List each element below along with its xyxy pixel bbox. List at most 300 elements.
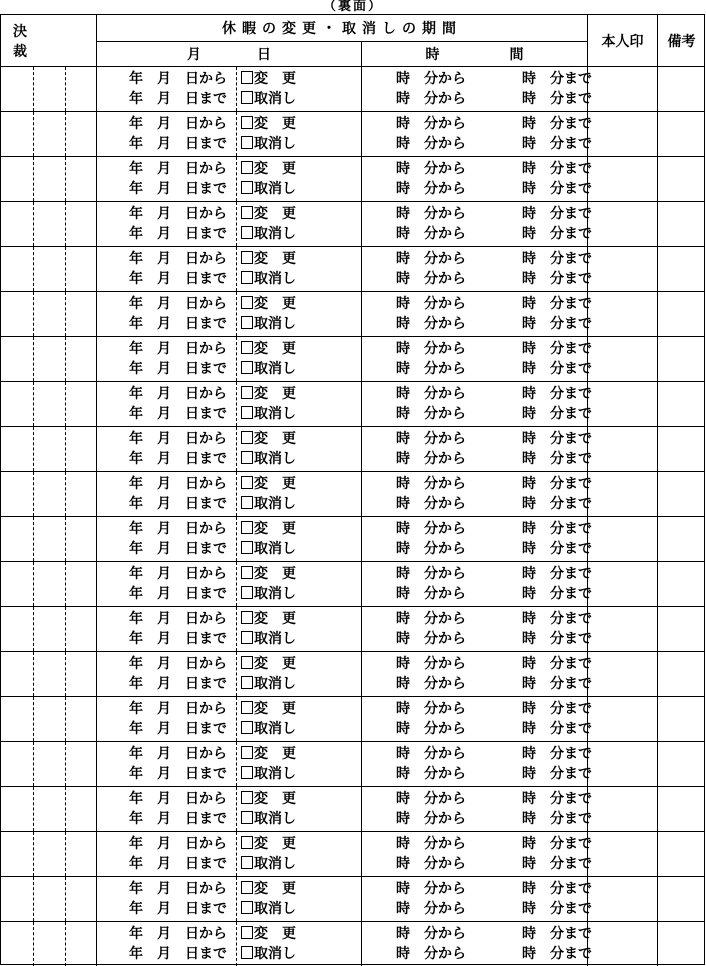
time-line-2: 時 分から 時 分まで	[396, 451, 592, 467]
option-cancel[interactable]	[241, 944, 296, 964]
change-type-cell	[237, 427, 362, 471]
date-from-text: 年 月 日から	[129, 611, 227, 627]
option-change[interactable]	[241, 474, 296, 494]
time-cell[interactable]	[362, 877, 592, 921]
change-type-cell	[237, 382, 362, 426]
table-row	[1, 382, 705, 427]
table-row	[1, 517, 705, 562]
option-cancel[interactable]	[241, 314, 296, 334]
time-line-1: 時 分から 時 分まで	[396, 701, 592, 717]
approval-cell-1[interactable]	[1, 67, 34, 111]
option-change[interactable]	[241, 699, 296, 719]
seal-cell[interactable]	[588, 922, 658, 966]
change-type-cell	[237, 742, 362, 786]
time-cell[interactable]	[362, 382, 592, 426]
change-checkbox[interactable]	[241, 341, 253, 354]
change-checkbox[interactable]	[241, 746, 253, 759]
date-from-text: 年 月 日から	[129, 566, 227, 582]
approval-cell-2[interactable]	[34, 517, 66, 561]
option-change[interactable]	[241, 69, 296, 89]
approval-cell-2[interactable]	[34, 427, 66, 471]
remarks-cell[interactable]	[658, 922, 705, 966]
date-to-text: 年 月 日まで	[129, 271, 227, 287]
date-cell[interactable]	[97, 517, 237, 561]
change-checkbox[interactable]	[241, 476, 253, 489]
cancel-checkbox[interactable]	[241, 181, 253, 194]
approval-cell-1[interactable]	[1, 607, 34, 651]
remarks-cell[interactable]	[658, 832, 705, 876]
change-checkbox[interactable]	[241, 881, 253, 894]
approval-cell-2[interactable]	[34, 157, 66, 201]
option-cancel[interactable]	[241, 764, 296, 784]
cancel-checkbox[interactable]	[241, 586, 253, 599]
approval-cell-3[interactable]	[66, 742, 97, 786]
remarks-cell[interactable]	[658, 67, 705, 111]
time-cell[interactable]	[362, 472, 592, 516]
date-cell[interactable]	[97, 697, 237, 741]
time-cell[interactable]	[362, 337, 592, 381]
option-cancel[interactable]	[241, 809, 296, 829]
cancel-checkbox[interactable]	[241, 136, 253, 149]
change-checkbox[interactable]	[241, 791, 253, 804]
option-change[interactable]	[241, 654, 296, 674]
approval-cell-2[interactable]	[34, 607, 66, 651]
option-change[interactable]	[241, 744, 296, 764]
table-row	[1, 742, 705, 787]
remarks-cell[interactable]	[658, 202, 705, 246]
time-line-2: 時 分から 時 分まで	[396, 136, 592, 152]
time-cell[interactable]	[362, 67, 592, 111]
time-cell[interactable]	[362, 697, 592, 741]
remarks-cell[interactable]	[658, 382, 705, 426]
change-checkbox[interactable]	[241, 701, 253, 714]
date-cell[interactable]	[97, 742, 237, 786]
remarks-cell[interactable]	[658, 607, 705, 651]
cancel-checkbox[interactable]	[241, 451, 253, 464]
approval-cell-3[interactable]	[66, 157, 97, 201]
table-row	[1, 562, 705, 607]
approval-cell-3[interactable]	[66, 832, 97, 876]
option-cancel[interactable]	[241, 89, 296, 109]
time-line-2: 時 分から 時 分まで	[396, 631, 592, 647]
change-checkbox[interactable]	[241, 431, 253, 444]
approval-cell-1[interactable]	[1, 337, 34, 381]
approval-cell-3[interactable]	[66, 877, 97, 921]
table-row	[1, 427, 705, 472]
option-change[interactable]	[241, 294, 296, 314]
option-cancel[interactable]	[241, 584, 296, 604]
time-cell[interactable]	[362, 292, 592, 336]
remarks-cell[interactable]	[658, 787, 705, 831]
date-cell[interactable]	[97, 202, 237, 246]
time-line-1: 時 分から 時 分まで	[396, 926, 592, 942]
change-type-cell	[237, 157, 362, 201]
cancel-checkbox[interactable]	[241, 631, 253, 644]
date-to-text: 年 月 日まで	[129, 226, 227, 242]
date-to-text: 年 月 日まで	[129, 721, 227, 737]
change-checkbox[interactable]	[241, 566, 253, 579]
option-change-label: 変 更	[254, 341, 296, 357]
date-from-text: 年 月 日から	[129, 386, 227, 402]
time-cell[interactable]	[362, 742, 592, 786]
approval-cell-2[interactable]	[34, 472, 66, 516]
approval-cell-2[interactable]	[34, 247, 66, 291]
time-line-1: 時 分から 時 分まで	[396, 566, 592, 582]
time-cell[interactable]	[362, 112, 592, 156]
approval-cell-1[interactable]	[1, 877, 34, 921]
remarks-cell[interactable]	[658, 697, 705, 741]
time-line-2: 時 分から 時 分まで	[396, 91, 592, 107]
date-from-text: 年 月 日から	[129, 746, 227, 762]
table-row	[1, 832, 705, 877]
cancel-checkbox[interactable]	[241, 226, 253, 239]
remarks-cell[interactable]	[658, 157, 705, 201]
table-header	[1, 15, 705, 67]
remarks-cell[interactable]	[658, 652, 705, 696]
date-cell[interactable]	[97, 382, 237, 426]
date-cell[interactable]	[97, 787, 237, 831]
cancel-checkbox[interactable]	[241, 946, 253, 959]
time-cell[interactable]	[362, 157, 592, 201]
option-cancel[interactable]	[241, 449, 296, 469]
change-checkbox[interactable]	[241, 161, 253, 174]
seal-cell[interactable]	[588, 382, 658, 426]
option-cancel[interactable]	[241, 539, 296, 559]
time-line-2: 時 分から 時 分まで	[396, 676, 592, 692]
change-type-cell	[237, 292, 362, 336]
cancel-checkbox[interactable]	[241, 766, 253, 779]
seal-cell[interactable]	[588, 67, 658, 111]
option-change-label: 変 更	[254, 431, 296, 447]
approval-cell-3[interactable]	[66, 112, 97, 156]
option-change[interactable]	[241, 429, 296, 449]
approval-cell-1[interactable]	[1, 202, 34, 246]
cancel-checkbox[interactable]	[241, 496, 253, 509]
date-to-text: 年 月 日まで	[129, 901, 227, 917]
approval-cell-3[interactable]	[66, 697, 97, 741]
approval-cell-2[interactable]	[34, 382, 66, 426]
approval-cell-1[interactable]	[1, 517, 34, 561]
table-row	[1, 472, 705, 517]
approval-cell-1[interactable]	[1, 652, 34, 696]
time-line-1: 時 分から 時 分まで	[396, 836, 592, 852]
date-cell[interactable]	[97, 427, 237, 471]
seal-cell[interactable]	[588, 247, 658, 291]
date-cell[interactable]	[97, 337, 237, 381]
cancel-checkbox[interactable]	[241, 856, 253, 869]
date-to-text: 年 月 日まで	[129, 361, 227, 377]
seal-cell[interactable]	[588, 832, 658, 876]
time-line-2: 時 分から 時 分まで	[396, 856, 592, 872]
table-row	[1, 877, 705, 922]
time-line-2: 時 分から 時 分まで	[396, 721, 592, 737]
remarks-cell[interactable]	[658, 472, 705, 516]
time-line-2: 時 分から 時 分まで	[396, 496, 592, 512]
option-change[interactable]	[241, 564, 296, 584]
option-change[interactable]	[241, 924, 296, 944]
change-checkbox[interactable]	[241, 71, 253, 84]
cancel-checkbox[interactable]	[241, 406, 253, 419]
cancel-checkbox[interactable]	[241, 91, 253, 104]
time-line-1: 時 分から 時 分まで	[396, 881, 592, 897]
remarks-cell[interactable]	[658, 247, 705, 291]
time-cell[interactable]	[362, 607, 592, 651]
time-line-2: 時 分から 時 分まで	[396, 226, 592, 242]
option-cancel[interactable]	[241, 359, 296, 379]
seal-cell[interactable]	[588, 292, 658, 336]
table-row	[1, 247, 705, 292]
remarks-cell[interactable]	[658, 337, 705, 381]
seal-cell[interactable]	[588, 562, 658, 606]
date-cell[interactable]	[97, 472, 237, 516]
approval-cell-3[interactable]	[66, 472, 97, 516]
cancel-checkbox[interactable]	[241, 316, 253, 329]
time-line-1: 時 分から 時 分まで	[396, 656, 592, 672]
change-checkbox[interactable]	[241, 656, 253, 669]
approval-cell-2[interactable]	[34, 787, 66, 831]
seal-cell[interactable]	[588, 652, 658, 696]
approval-cell-2[interactable]	[34, 112, 66, 156]
seal-cell[interactable]	[588, 337, 658, 381]
approval-cell-1[interactable]	[1, 427, 34, 471]
approval-cell-2[interactable]	[34, 202, 66, 246]
time-line-1: 時 分から 時 分まで	[396, 746, 592, 762]
option-change[interactable]	[241, 609, 296, 629]
approval-cell-1[interactable]	[1, 247, 34, 291]
date-cell[interactable]	[97, 247, 237, 291]
time-line-2: 時 分から 時 分まで	[396, 811, 592, 827]
seal-cell[interactable]	[588, 607, 658, 651]
approval-cell-2[interactable]	[34, 337, 66, 381]
date-cell[interactable]	[97, 292, 237, 336]
date-from-text: 年 月 日から	[129, 521, 227, 537]
remarks-cell[interactable]	[658, 742, 705, 786]
change-checkbox[interactable]	[241, 611, 253, 624]
table-row	[1, 157, 705, 202]
change-checkbox[interactable]	[241, 206, 253, 219]
option-change[interactable]	[241, 519, 296, 539]
option-cancel-label: 取消し	[254, 496, 296, 512]
change-type-cell	[237, 832, 362, 876]
header-seal: 本人印	[588, 15, 658, 66]
option-change-label: 変 更	[254, 251, 296, 267]
header-date: 月 日	[97, 42, 362, 66]
approval-cell-1[interactable]	[1, 562, 34, 606]
option-cancel[interactable]	[241, 269, 296, 289]
time-line-1: 時 分から 時 分まで	[396, 386, 592, 402]
table-row	[1, 697, 705, 742]
cancel-checkbox[interactable]	[241, 676, 253, 689]
seal-cell[interactable]	[588, 697, 658, 741]
time-line-1: 時 分から 時 分まで	[396, 341, 592, 357]
option-change[interactable]	[241, 339, 296, 359]
approval-cell-2[interactable]	[34, 67, 66, 111]
seal-cell[interactable]	[588, 517, 658, 561]
approval-cell-2[interactable]	[34, 697, 66, 741]
time-cell[interactable]	[362, 202, 592, 246]
seal-cell[interactable]	[588, 787, 658, 831]
time-cell[interactable]	[362, 247, 592, 291]
approval-cell-3[interactable]	[66, 517, 97, 561]
date-from-text: 年 月 日から	[129, 71, 227, 87]
approval-cell-3[interactable]	[66, 382, 97, 426]
approval-cell-2[interactable]	[34, 832, 66, 876]
option-cancel[interactable]	[241, 899, 296, 919]
approval-cell-3[interactable]	[66, 292, 97, 336]
approval-cell-3[interactable]	[66, 607, 97, 651]
change-checkbox[interactable]	[241, 926, 253, 939]
seal-cell[interactable]	[588, 742, 658, 786]
option-cancel[interactable]	[241, 854, 296, 874]
option-change-label: 変 更	[254, 611, 296, 627]
time-cell[interactable]	[362, 517, 592, 561]
seal-cell[interactable]	[588, 112, 658, 156]
approval-cell-3[interactable]	[66, 787, 97, 831]
option-change-label: 変 更	[254, 791, 296, 807]
cancel-checkbox[interactable]	[241, 721, 253, 734]
date-cell[interactable]	[97, 652, 237, 696]
date-cell[interactable]	[97, 67, 237, 111]
change-type-cell	[237, 697, 362, 741]
approval-cell-2[interactable]	[34, 922, 66, 966]
date-cell[interactable]	[97, 112, 237, 156]
time-cell[interactable]	[362, 922, 592, 966]
approval-cell-3[interactable]	[66, 922, 97, 966]
approval-cell-2[interactable]	[34, 652, 66, 696]
seal-cell[interactable]	[588, 202, 658, 246]
option-change[interactable]	[241, 249, 296, 269]
time-line-1: 時 分から 時 分まで	[396, 296, 592, 312]
remarks-cell[interactable]	[658, 562, 705, 606]
approval-cell-1[interactable]	[1, 922, 34, 966]
approval-cell-1[interactable]	[1, 382, 34, 426]
option-cancel[interactable]	[241, 674, 296, 694]
approval-cell-3[interactable]	[66, 67, 97, 111]
approval-cell-1[interactable]	[1, 832, 34, 876]
option-cancel-label: 取消し	[254, 316, 296, 332]
option-cancel[interactable]	[241, 224, 296, 244]
option-cancel-label: 取消し	[254, 136, 296, 152]
approval-cell-2[interactable]	[34, 877, 66, 921]
date-cell[interactable]	[97, 877, 237, 921]
option-change[interactable]	[241, 159, 296, 179]
date-cell[interactable]	[97, 922, 237, 966]
option-cancel[interactable]	[241, 404, 296, 424]
approval-cell-2[interactable]	[34, 562, 66, 606]
approval-cell-3[interactable]	[66, 652, 97, 696]
approval-cell-1[interactable]	[1, 157, 34, 201]
date-from-text: 年 月 日から	[129, 431, 227, 447]
approval-cell-1[interactable]	[1, 112, 34, 156]
change-checkbox[interactable]	[241, 836, 253, 849]
option-change-label: 変 更	[254, 566, 296, 582]
remarks-cell[interactable]	[658, 517, 705, 561]
option-cancel[interactable]	[241, 134, 296, 154]
option-change[interactable]	[241, 384, 296, 404]
date-cell[interactable]	[97, 607, 237, 651]
option-change[interactable]	[241, 114, 296, 134]
approval-cell-1[interactable]	[1, 472, 34, 516]
remarks-cell[interactable]	[658, 427, 705, 471]
remarks-cell[interactable]	[658, 112, 705, 156]
option-cancel[interactable]	[241, 629, 296, 649]
date-cell[interactable]	[97, 157, 237, 201]
approval-cell-2[interactable]	[34, 292, 66, 336]
cancel-checkbox[interactable]	[241, 541, 253, 554]
option-cancel[interactable]	[241, 719, 296, 739]
seal-cell[interactable]	[588, 427, 658, 471]
time-cell[interactable]	[362, 427, 592, 471]
table-row	[1, 652, 705, 697]
date-from-text: 年 月 日から	[129, 881, 227, 897]
time-line-2: 時 分から 時 分まで	[396, 901, 592, 917]
date-to-text: 年 月 日まで	[129, 946, 227, 962]
option-cancel-label: 取消し	[254, 406, 296, 422]
change-checkbox[interactable]	[241, 116, 253, 129]
change-checkbox[interactable]	[241, 386, 253, 399]
approval-cell-2[interactable]	[34, 742, 66, 786]
seal-cell[interactable]	[588, 472, 658, 516]
approval-cell-3[interactable]	[66, 562, 97, 606]
time-line-1: 時 分から 時 分まで	[396, 251, 592, 267]
cancel-checkbox[interactable]	[241, 361, 253, 374]
date-cell[interactable]	[97, 832, 237, 876]
option-change-label: 変 更	[254, 116, 296, 132]
date-cell[interactable]	[97, 562, 237, 606]
time-line-2: 時 分から 時 分まで	[396, 766, 592, 782]
change-type-cell	[237, 202, 362, 246]
option-change[interactable]	[241, 834, 296, 854]
time-cell[interactable]	[362, 787, 592, 831]
approval-cell-3[interactable]	[66, 427, 97, 471]
approval-cell-1[interactable]	[1, 742, 34, 786]
approval-cell-1[interactable]	[1, 697, 34, 741]
option-cancel-label: 取消し	[254, 361, 296, 377]
option-change-label: 変 更	[254, 746, 296, 762]
cancel-checkbox[interactable]	[241, 901, 253, 914]
change-type-cell	[237, 517, 362, 561]
approval-cell-1[interactable]	[1, 787, 34, 831]
approval-cell-3[interactable]	[66, 202, 97, 246]
option-cancel[interactable]	[241, 179, 296, 199]
option-change-label: 変 更	[254, 881, 296, 897]
cancel-checkbox[interactable]	[241, 811, 253, 824]
approval-cell-3[interactable]	[66, 247, 97, 291]
cancel-checkbox[interactable]	[241, 271, 253, 284]
seal-cell[interactable]	[588, 877, 658, 921]
change-checkbox[interactable]	[241, 251, 253, 264]
table-row	[1, 787, 705, 832]
change-type-cell	[237, 787, 362, 831]
time-cell[interactable]	[362, 562, 592, 606]
option-change-label: 変 更	[254, 476, 296, 492]
change-checkbox[interactable]	[241, 521, 253, 534]
time-cell[interactable]	[362, 652, 592, 696]
remarks-cell[interactable]	[658, 292, 705, 336]
seal-cell[interactable]	[588, 157, 658, 201]
change-checkbox[interactable]	[241, 296, 253, 309]
option-change[interactable]	[241, 204, 296, 224]
remarks-cell[interactable]	[658, 877, 705, 921]
option-cancel[interactable]	[241, 494, 296, 514]
time-cell[interactable]	[362, 832, 592, 876]
option-change[interactable]	[241, 879, 296, 899]
approval-cell-3[interactable]	[66, 337, 97, 381]
time-line-2: 時 分から 時 分まで	[396, 271, 592, 287]
approval-cell-1[interactable]	[1, 292, 34, 336]
option-change[interactable]	[241, 789, 296, 809]
option-cancel-label: 取消し	[254, 901, 296, 917]
